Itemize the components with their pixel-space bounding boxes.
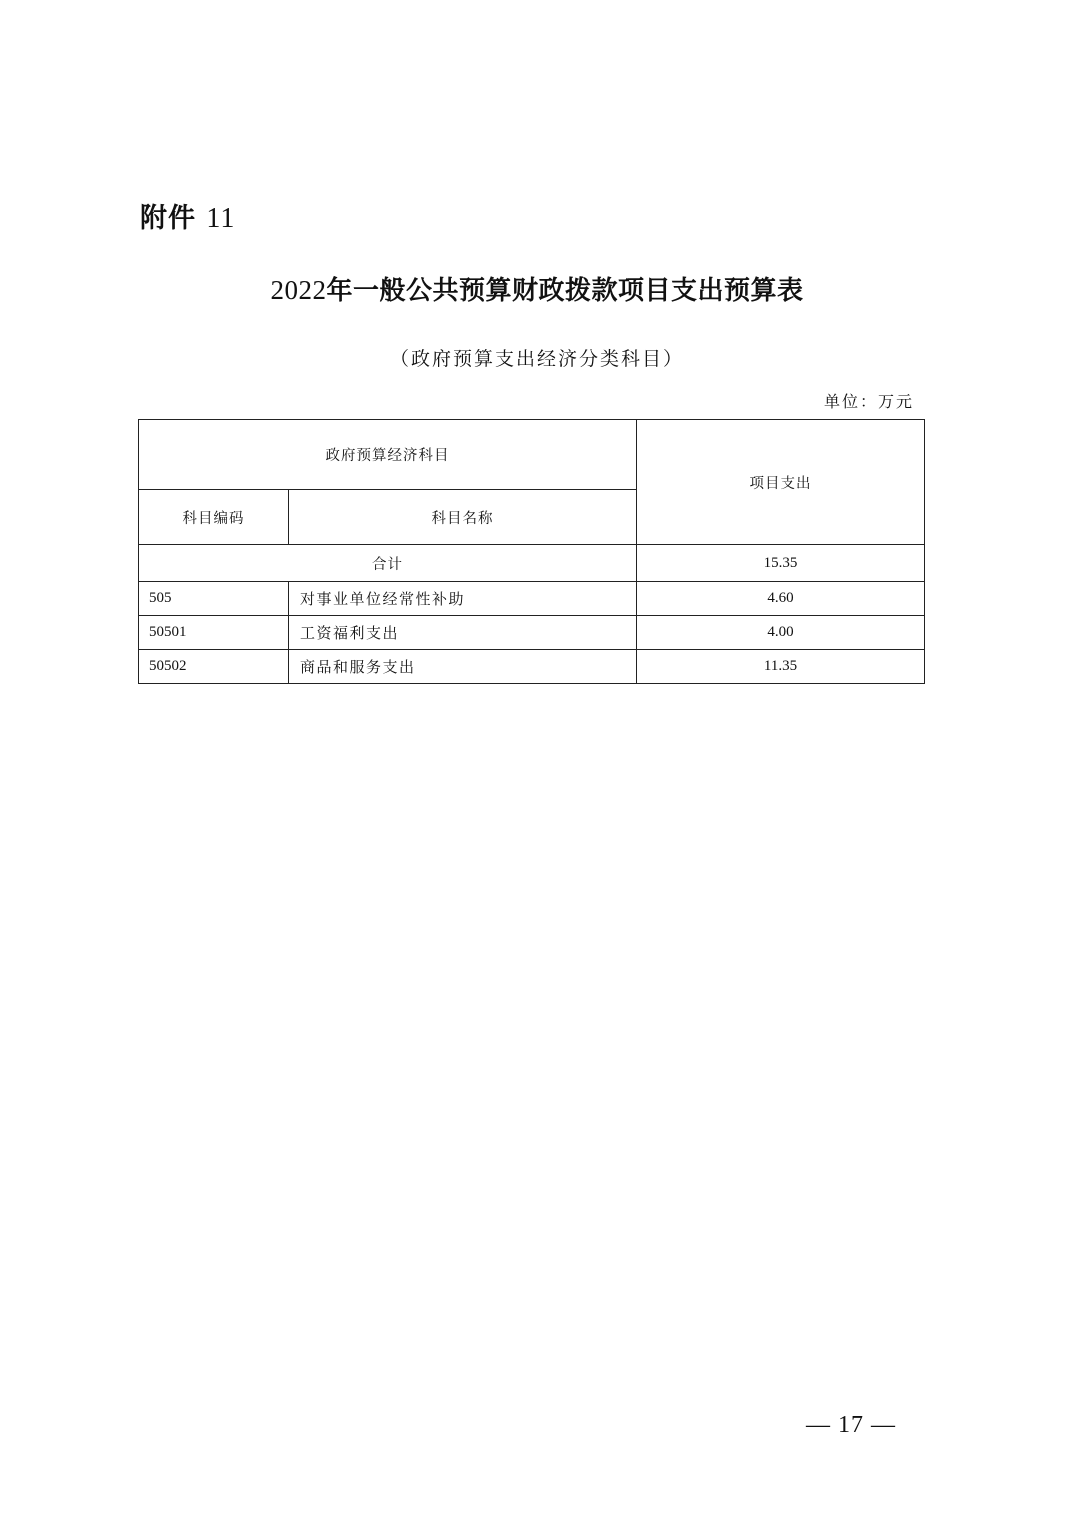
row-amount: 11.35: [637, 650, 925, 684]
title-text: 年一般公共预算财政拨款项目支出预算表: [326, 276, 804, 306]
row-amount: 4.00: [637, 616, 925, 650]
row-name: 商品和服务支出: [289, 650, 637, 684]
page-number: — 17 —: [806, 1412, 896, 1438]
total-label: 合计: [139, 545, 637, 582]
title-year: 2022: [270, 275, 327, 305]
attachment-prefix: 附件: [140, 203, 196, 234]
row-code: 50501: [139, 616, 289, 650]
document-subtitle: （政府预算支出经济分类科目）: [389, 348, 684, 370]
row-code: 505: [139, 582, 289, 616]
attachment-number: 11: [206, 203, 236, 234]
table-row: [139, 616, 925, 650]
table-row: [139, 582, 925, 616]
name-column-header: 科目名称: [289, 490, 637, 545]
budget-table: [138, 419, 925, 684]
row-name: 对事业单位经常性补助: [289, 582, 637, 616]
table-header-row: [139, 420, 925, 490]
group-header: 政府预算经济科目: [139, 420, 637, 490]
attachment-label: [140, 196, 235, 235]
row-amount: 4.60: [637, 582, 925, 616]
row-name: 工资福利支出: [289, 616, 637, 650]
row-code: 50502: [139, 650, 289, 684]
total-row: [139, 545, 925, 582]
amount-column-header: 项目支出: [637, 420, 925, 545]
table-row: [139, 650, 925, 684]
document-title: [0, 270, 1074, 307]
code-column-header: 科目编码: [139, 490, 289, 545]
unit-label: 单位：万元: [823, 392, 914, 411]
total-amount: 15.35: [637, 545, 925, 582]
